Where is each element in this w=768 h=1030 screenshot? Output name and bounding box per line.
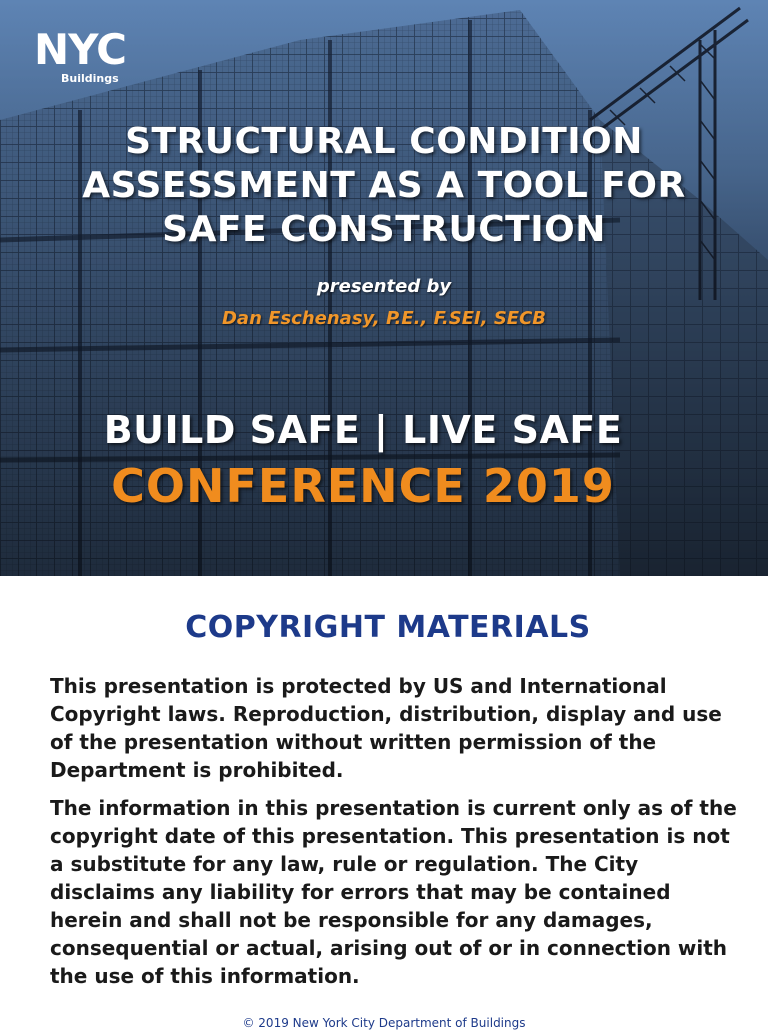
presentation-title xyxy=(40,120,728,252)
copyright-footer: © 2019 New York City Department of Buildings xyxy=(242,1016,526,1030)
logo-letters: NYC xyxy=(34,25,126,74)
presenter-name: Dan Eschenasy, P.E., F.SEI, SECB xyxy=(221,308,547,329)
conference-tagline: BUILD SAFE | LIVE SAFE xyxy=(103,408,623,452)
logo-subtitle: Buildings xyxy=(61,72,119,85)
disclaimer-paragraph: The information in this presentation is current only as of the copyright date of this presentation. This presentation is not a substitute for any law, rule or regulation. The City disclaims any liability for errors that may be contained herein and shall not be responsible for any damages, consequential or actual, arising out of or in connection with the use of this information. xyxy=(50,796,737,988)
title-line: SAFE CONSTRUCTION xyxy=(162,209,606,250)
title-line: ASSESSMENT AS A TOOL FOR xyxy=(82,165,686,206)
conference-name: CONFERENCE 2019 xyxy=(111,459,615,513)
nyc-buildings-logo xyxy=(34,25,150,88)
title-line: STRUCTURAL CONDITION xyxy=(125,121,643,162)
copyright-paragraph: This presentation is protected by US and International Copyright laws. Reproduction, distribution, display and use of the presentation without written permission of the Department is prohibited. xyxy=(50,674,722,782)
copyright-heading: COPYRIGHT MATERIALS xyxy=(185,610,591,645)
presented-by-label: presented by xyxy=(316,276,452,297)
